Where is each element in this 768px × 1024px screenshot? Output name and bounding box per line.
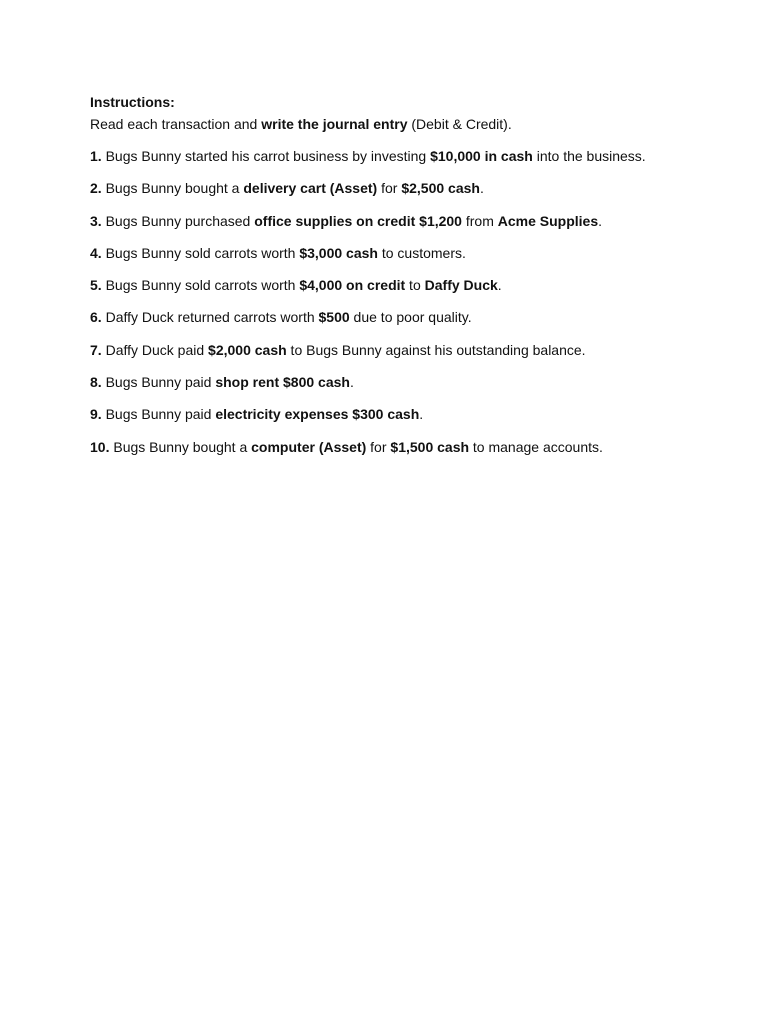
transaction-text: Bugs Bunny bought a [109,438,252,455]
transaction-text: to Bugs Bunny against his outstanding balance. [286,341,586,358]
transaction-item [90,243,730,263]
instructions-intro [90,114,730,134]
transaction-emphasis: $2,000 cash [208,341,287,358]
transaction-item [90,340,730,360]
transaction-text: . [497,277,502,294]
transaction-item [90,275,730,295]
transaction-item [90,307,730,327]
transaction-item [90,372,730,392]
document-page [90,92,730,457]
transaction-item [90,404,730,424]
transaction-text: Bugs Bunny started his carrot business by investing [101,148,431,164]
transaction-number: 3. [90,212,102,229]
transaction-text: Bugs Bunny bought a [101,180,244,197]
transaction-emphasis: computer (Asset) [251,438,367,455]
transaction-emphasis: $2,500 cash [401,180,480,197]
transaction-text: Bugs Bunny purchased [101,212,255,229]
transaction-text: Bugs Bunny paid [101,374,216,391]
transaction-number: 4. [90,244,102,261]
transaction-emphasis: delivery cart (Asset) [243,180,378,197]
intro-text: (Debit & Credit). [407,116,512,132]
transaction-item [90,178,730,198]
transaction-emphasis: electricity expenses $300 cash [215,406,420,423]
intro-text: Read each transaction and [90,116,262,132]
transaction-text: Daffy Duck paid [101,341,209,358]
transaction-number: 5. [90,277,102,294]
transaction-text: Daffy Duck returned carrots worth [101,309,319,326]
transaction-number: 2. [90,180,102,197]
transaction-emphasis: $3,000 cash [299,244,378,261]
transaction-text: to [405,277,425,294]
transaction-text: for [366,438,391,455]
transaction-text: Bugs Bunny sold carrots worth [101,244,300,261]
transaction-text: for [377,180,402,197]
transaction-emphasis: $500 [318,309,350,326]
transaction-text: from [461,212,498,229]
transaction-number: 7. [90,341,102,358]
transaction-text: into the business. [532,148,646,164]
transaction-emphasis: $10,000 in cash [430,148,533,164]
transaction-item [90,437,730,457]
transaction-emphasis: $1,500 cash [390,438,470,455]
transaction-text: . [598,212,603,229]
transaction-text: due to poor quality. [349,309,472,326]
transaction-item [90,146,730,166]
transaction-number: 6. [90,309,102,326]
transaction-text: . [349,374,354,391]
intro-emphasis: write the journal entry [261,116,408,132]
transaction-number: 10. [90,438,110,455]
transaction-number: 9. [90,406,102,423]
transaction-emphasis: Acme Supplies [497,212,599,229]
transaction-text: to manage accounts. [469,438,603,455]
transaction-list [90,146,730,457]
transaction-number: 1. [90,148,102,164]
transaction-text: Bugs Bunny paid [101,406,216,423]
transaction-text: Bugs Bunny sold carrots worth [101,277,300,294]
transaction-item [90,211,730,231]
transaction-text: . [479,180,484,197]
transaction-emphasis: office supplies on credit $1,200 [254,212,462,229]
transaction-emphasis: shop rent $800 cash [215,374,350,391]
instructions-heading: Instructions: [90,94,175,110]
transaction-emphasis: Daffy Duck [424,277,498,294]
transaction-number: 8. [90,374,102,391]
transaction-text: . [419,406,424,423]
transaction-text: to customers. [377,244,466,261]
transaction-emphasis: $4,000 on credit [299,277,406,294]
